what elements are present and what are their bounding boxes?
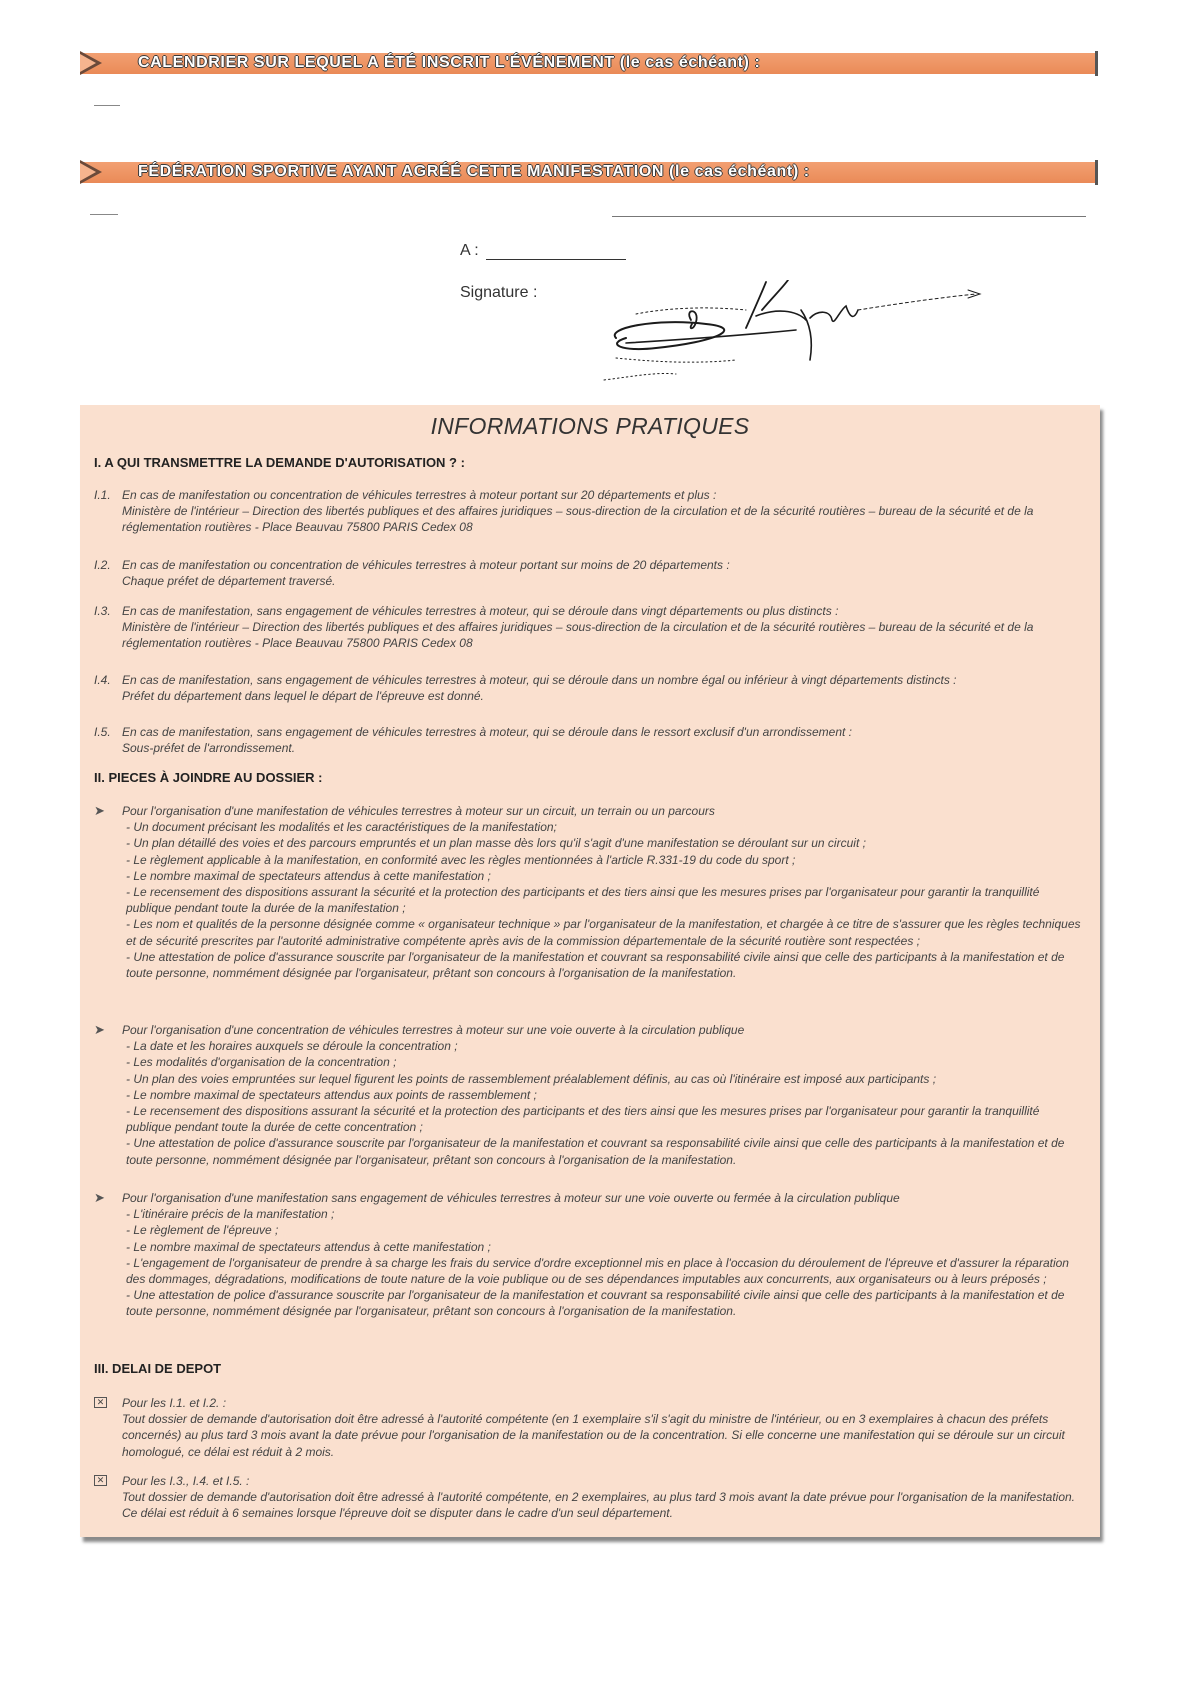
pieces-group-1: ➤ Pour l'organisation d'une manifestation de véhicules terrestres à moteur sur un circuit, un terrain ou un parcours - Un document précisant les modalités et les caractéristiques de la manifestation; - Un plan détaillé des voies et des parcours empruntés et un plan masse dès lors qu'il s'agit d'une manifestation se déroulant sur un circuit ; - Le règlement applicable à la manifestation, en conformité avec les règles mentionnées à l'article R.331-19 du code du sport ; - Le nombre maximal de spectateurs attendus à cette manifestation ; - Le recensement des dispositions assurant la sécurité et la protection des participants et des tiers ainsi que les mesures prises par l'organisateur pour garantir la tranquillité publique pendant toute la durée de la manifestation ; - Les nom et qualités de la personne désignée comme « organisateur technique » par l'organisateur de la manifestation, et chargée à ce titre de s'assurer que les règles techniques et de sécurité prescrites par l'autorité administrative compétente après avis de la commission départementale de la sécurité routière sont respectées ; - Une attestation de police d'assurance souscrite par l'organisateur de la manifestation et couvrant sa responsabilité civile ainsi que celle des participants à la manifestation et de toute personne, nommément désignée par l'organisateur, prêtant son concours à l'organisation de la manifestation. bbox=[94, 803, 1081, 981]
banner-end-bar bbox=[1095, 51, 1098, 76]
item-i2: I.2. En cas de manifestation ou concentration de véhicules terrestres à moteur portant sur moins de 20 départements : Chaque préfet de département traversé. bbox=[94, 558, 730, 589]
arrow-bullet-icon: ➤ bbox=[94, 803, 105, 818]
info-title: INFORMATIONS PRATIQUES bbox=[430, 413, 750, 439]
checkbox-icon: ✕ bbox=[94, 1475, 107, 1486]
delai-item-2: ✕ Pour les I.3., I.4. et I.5. : Tout dossier de demande d'autorisation doit être adressé à l'autorité compétente, en 2 exemplaires, au plus tard 3 mois avant la date prévue pour l'organisation de la manifestation. Ce délai est réduit à 6 semaines lorsque l'épreuve doit se disputer dans le cadre d'un seul département. bbox=[94, 1473, 1086, 1522]
calendar-field-dash bbox=[94, 105, 120, 106]
checkbox-icon: ✕ bbox=[94, 1397, 107, 1408]
item-i1: I.1. En cas de manifestation ou concentration de véhicules terrestres à moteur portant sur 20 départements et plus : Ministère de l'intérieur – Direction des libertés publiques et des affaires juridiques – sous-direction de la circulation et de la sécurité routières – bureau de la sécurité et de la réglementation routières - Place Beauvau 75800 PARIS Cedex 08 bbox=[94, 488, 1034, 535]
pieces-group-3: ➤ Pour l'organisation d'une manifestation sans engagement de véhicules terrestres à moteur sur une voie ouverte ou fermée à la circulation publique - L'itinéraire précis de la manifestation ; - Le règlement de l'épreuve ; - Le nombre maximal de spectateurs attendus à cette manifestation ; - L'engagement de l'organisateur de prendre à sa charge les frais du service d'ordre exceptionnel mis en place à l'occasion du déroulement de l'épreuve et d'assurer la réparation des dommages, dégradations, modifications de toute nature de la voie publique ou de ses dépendances imputables aux concurrents, aux organisateurs ou à leurs préposés ; - Une attestation de police d'assurance souscrite par l'organisateur de la manifestation et couvrant sa responsabilité civile ainsi que celle des participants à la manifestation et de toute personne, nommément désignée par l'organisateur, prêtant son concours à l'organisation de la manifestation. bbox=[94, 1190, 1069, 1319]
federation-banner-label: FÉDÉRATION SPORTIVE AYANT AGRÉÉ CETTE MANIFESTATION (le cas échéant) : bbox=[138, 163, 810, 180]
calendar-banner bbox=[80, 53, 1098, 74]
section-1-heading: I. A QUI TRANSMETTRE LA DEMANDE D'AUTORISATION ? : bbox=[94, 455, 465, 470]
section-3-heading: III. DELAI DE DEPOT bbox=[94, 1361, 222, 1376]
a-label: A : bbox=[460, 242, 479, 259]
calendar-banner-label: CALENDRIER SUR LEQUEL A ÉTÉ INSCRIT L'ÉVÉNEMENT (le cas échéant) : bbox=[138, 54, 761, 71]
federation-field-line[interactable] bbox=[612, 216, 1086, 217]
section-2-heading: II. PIECES À JOINDRE AU DOSSIER : bbox=[94, 770, 323, 785]
arrow-icon-inner bbox=[80, 163, 96, 181]
informations-pratiques-box bbox=[80, 405, 1100, 1537]
pieces-group-2: ➤ Pour l'organisation d'une concentration de véhicules terrestres à moteur sur une voie ouverte à la circulation publique - La date et les horaires auxquels se déroule la concentration ; - Les modalités d'organisation de la concentration ; - Un plan des voies empruntées sur lequel figurent les points de rassemblement préalablement définis, au cas où l'itinéraire est imposé aux participants ; - Le nombre maximal de spectateurs attendus aux points de rassemblement ; - Le recensement des dispositions assurant la sécurité et la protection des participants et des tiers ainsi que les mesures prises par l'organisateur pour garantir la tranquillité publique pendant toute la durée de cette concentration ; - Une attestation de police d'assurance souscrite par l'organisateur de la manifestation et couvrant sa responsabilité civile ainsi que celle des participants à la manifestation et de toute personne, nommément désignée par l'organisateur, prêtant son concours à l'organisation de la manifestation. bbox=[94, 1022, 1065, 1167]
federation-field-dash bbox=[90, 214, 118, 215]
item-i3: I.3. En cas de manifestation, sans engagement de véhicules terrestres à moteur, qui se déroule dans vingt départements ou plus distincts : Ministère de l'intérieur – Direction des libertés publiques et des affaires juridiques – sous-direction de la circulation et de la sécurité routières – bureau de la sécurité et de la réglementation routières - Place Beauvau 75800 PARIS Cedex 08 bbox=[94, 604, 1034, 651]
arrow-icon-inner bbox=[80, 54, 96, 72]
federation-banner bbox=[80, 162, 1098, 183]
signature-label: Signature : bbox=[460, 284, 538, 301]
arrow-bullet-icon: ➤ bbox=[94, 1022, 105, 1037]
a-field-line[interactable] bbox=[486, 259, 626, 260]
banner-end-bar bbox=[1095, 160, 1098, 185]
item-i5: I.5. En cas de manifestation, sans engagement de véhicules terrestres à moteur, qui se déroule dans le ressort exclusif d'un arrondissement : Sous-préfet de l'arrondissement. bbox=[94, 725, 853, 756]
item-i4: I.4. En cas de manifestation, sans engagement de véhicules terrestres à moteur, qui se déroule dans un nombre égal ou inférieur à vingt départements distincts : Préfet du département dans lequel le départ de l'épreuve est donné. bbox=[94, 673, 957, 704]
handwritten-signature bbox=[596, 280, 996, 395]
arrow-bullet-icon: ➤ bbox=[94, 1190, 105, 1205]
delai-item-1: ✕ Pour les I.1. et I.2. : Tout dossier de demande d'autorisation doit être adressé à l'autorité compétente (en 1 exemplaire s'il s'agit du ministre de l'intérieur, ou en 3 exemplaires à chacun des préfets concernés) au plus tard 3 mois avant la date prévue pour l'organisation de la manifestation ou de la concentration. Si elle concerne une manifestation qui se déroule sur un circuit homologué, ce délai est réduit à 2 mois. bbox=[94, 1395, 1086, 1460]
